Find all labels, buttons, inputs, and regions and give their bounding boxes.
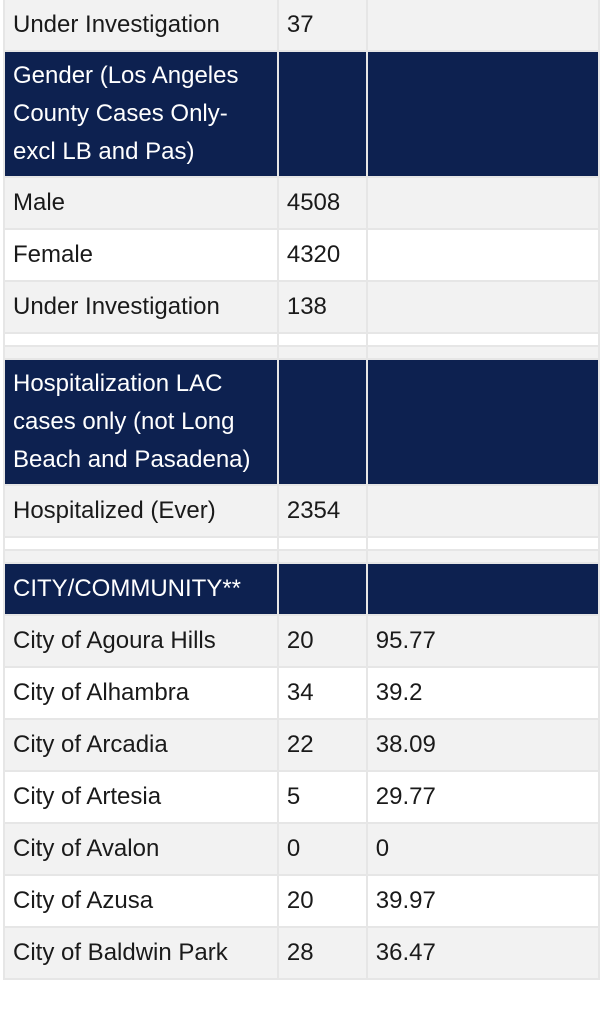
table-row [4,0,599,51]
table-row [4,177,599,229]
section-header-row [4,51,599,177]
rate-cell: 39.2 [367,667,599,719]
label-cell: Under Investigation [4,0,278,51]
count-cell: 37 [278,0,367,51]
rate-cell: 36.47 [367,927,599,979]
label-cell: City of Baldwin Park [4,927,278,979]
table-row [4,281,599,333]
cases-table [3,0,600,980]
section-header-row [4,563,599,615]
count-cell: 20 [278,875,367,927]
rate-cell [367,485,599,537]
label-cell: City of Alhambra [4,667,278,719]
table-row [4,875,599,927]
rate-cell [367,0,599,51]
spacer-cell [278,550,367,563]
section-header-cell: Gender (Los Angeles County Cases Only-excl LB and Pas) [4,51,278,177]
section-header-cell [367,563,599,615]
section-header-cell [278,51,367,177]
count-cell: 22 [278,719,367,771]
section-header-cell: Hospitalization LAC cases only (not Long Beach and Pasadena) [4,359,278,485]
count-cell: 4320 [278,229,367,281]
label-cell: City of Avalon [4,823,278,875]
table-row [4,229,599,281]
section-header-row [4,359,599,485]
section-header-cell [278,563,367,615]
count-cell: 5 [278,771,367,823]
section-header-cell: CITY/COMMUNITY** [4,563,278,615]
spacer-row [4,537,599,550]
count-cell: 34 [278,667,367,719]
table-row [4,823,599,875]
rate-cell [367,229,599,281]
count-cell: 2354 [278,485,367,537]
spacer-cell [278,537,367,550]
rate-cell: 95.77 [367,615,599,667]
count-cell: 20 [278,615,367,667]
rate-cell: 38.09 [367,719,599,771]
spacer-cell [4,333,278,346]
spacer-row [4,346,599,359]
count-cell: 138 [278,281,367,333]
section-header-cell [367,51,599,177]
table-row [4,485,599,537]
table-row [4,667,599,719]
table-row [4,719,599,771]
spacer-row [4,333,599,346]
table-row [4,615,599,667]
label-cell: City of Agoura Hills [4,615,278,667]
label-cell: City of Arcadia [4,719,278,771]
rate-cell [367,281,599,333]
count-cell: 0 [278,823,367,875]
spacer-row [4,550,599,563]
section-header-cell [367,359,599,485]
spacer-cell [4,550,278,563]
label-cell: City of Azusa [4,875,278,927]
spacer-cell [367,537,599,550]
spacer-cell [278,333,367,346]
spacer-cell [4,537,278,550]
table-row [4,771,599,823]
label-cell: Hospitalized (Ever) [4,485,278,537]
rate-cell [367,177,599,229]
rate-cell: 0 [367,823,599,875]
count-cell: 4508 [278,177,367,229]
label-cell: Female [4,229,278,281]
count-cell: 28 [278,927,367,979]
spacer-cell [278,346,367,359]
spacer-cell [367,550,599,563]
rate-cell: 39.97 [367,875,599,927]
rate-cell: 29.77 [367,771,599,823]
spacer-cell [4,346,278,359]
section-header-cell [278,359,367,485]
label-cell: City of Artesia [4,771,278,823]
label-cell: Under Investigation [4,281,278,333]
label-cell: Male [4,177,278,229]
table-row [4,927,599,979]
spacer-cell [367,333,599,346]
spacer-cell [367,346,599,359]
